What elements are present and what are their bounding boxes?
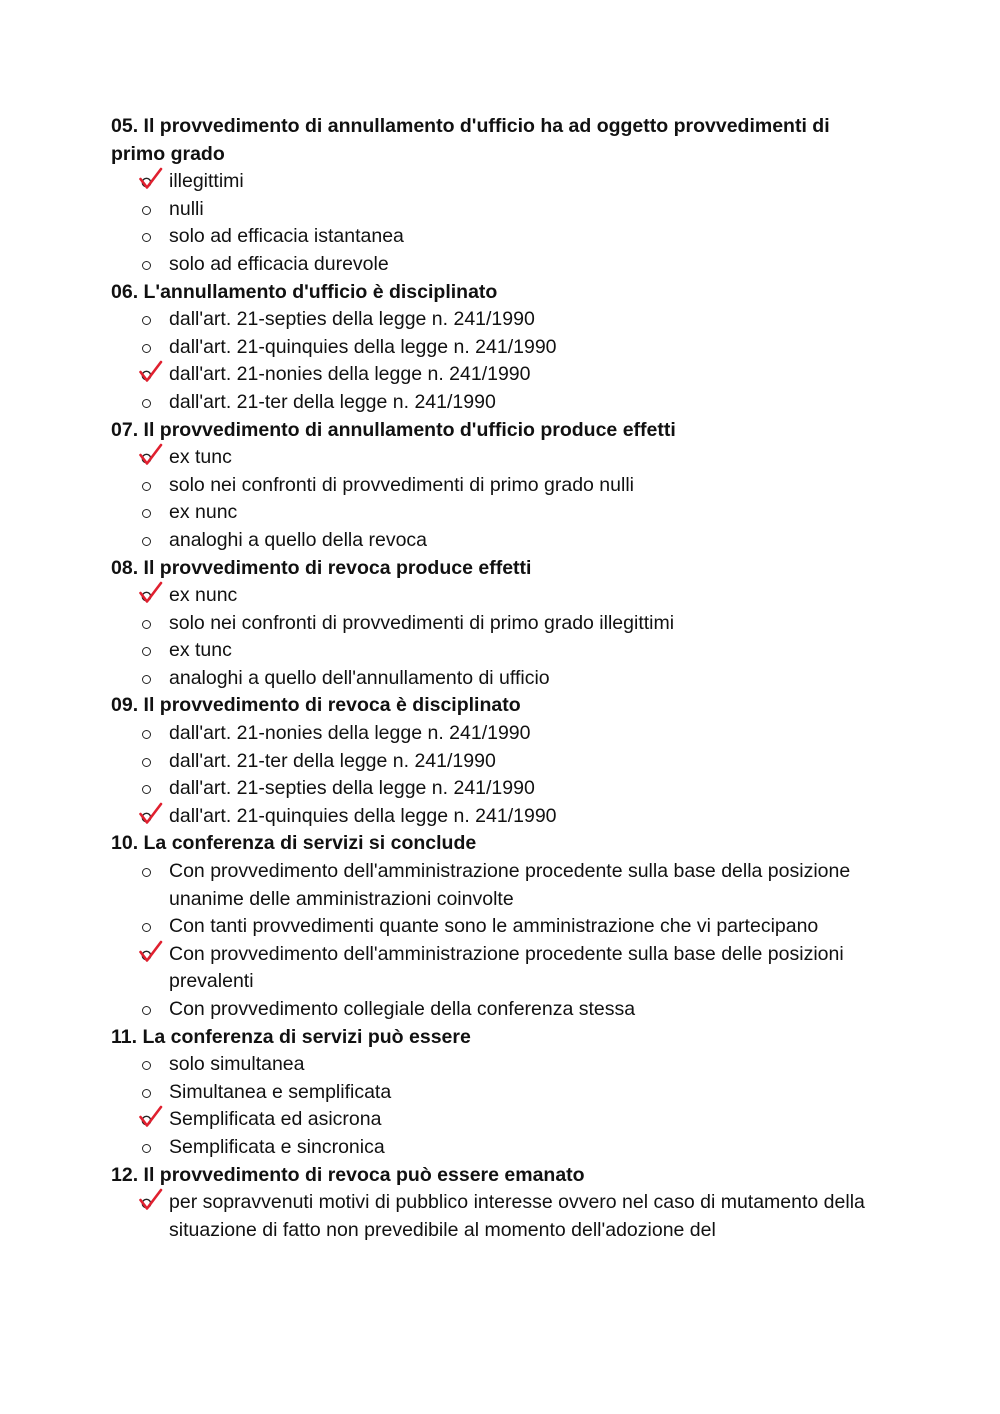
answer-option xyxy=(111,665,881,693)
answer-text: Semplificata e sincronica xyxy=(169,1135,385,1158)
bullet-circle-icon xyxy=(139,748,163,776)
answer-option xyxy=(111,748,881,776)
answer-list xyxy=(111,582,881,692)
answer-option-correct xyxy=(111,444,881,472)
answer-list xyxy=(111,168,881,278)
answer-text: solo ad efficacia istantanea xyxy=(169,225,404,248)
answer-option xyxy=(111,389,881,417)
bullet-circle-icon xyxy=(139,637,163,665)
answer-text: Semplificata ed asicrona xyxy=(169,1108,382,1131)
answer-text: solo ad efficacia durevole xyxy=(169,252,389,275)
bullet-circle-icon xyxy=(139,499,163,527)
checkmark-icon xyxy=(139,941,163,969)
bullet-circle-icon xyxy=(139,858,163,886)
question-title: 09. Il provvedimento di revoca è disciplinato xyxy=(111,694,521,717)
answer-option xyxy=(111,251,881,279)
answer-text: ex tunc xyxy=(169,446,232,469)
checkmark-icon-svg xyxy=(139,800,165,828)
checkmark-icon-svg xyxy=(139,358,165,386)
bullet-circle xyxy=(142,675,151,684)
checkmark-icon-svg xyxy=(139,938,165,966)
answer-option-correct xyxy=(111,582,881,610)
answer-text: ex tunc xyxy=(169,639,232,662)
answer-option xyxy=(111,223,881,251)
checkmark-icon xyxy=(139,803,163,831)
checkmark-icon xyxy=(139,582,163,610)
answer-option-correct xyxy=(111,1106,881,1134)
bullet-circle xyxy=(142,620,151,629)
answer-text: dall'art. 21-ter della legge n. 241/1990 xyxy=(169,749,496,772)
checkmark-icon-svg xyxy=(139,1103,165,1131)
question-title: 07. Il provvedimento di annullamento d'ufficio produce effetti xyxy=(111,418,676,441)
bullet-circle-icon xyxy=(139,913,163,941)
checkmark-icon xyxy=(139,168,163,196)
bullet-circle-icon xyxy=(139,472,163,500)
question-block xyxy=(111,555,881,693)
bullet-circle-icon xyxy=(139,1134,163,1162)
answer-list xyxy=(111,858,881,1024)
answer-text: analoghi a quello dell'annullamento di ufficio xyxy=(169,666,550,689)
question-block xyxy=(111,830,881,1023)
answer-option xyxy=(111,196,881,224)
answer-text: solo nei confronti di provvedimenti di primo grado nulli xyxy=(169,473,634,496)
answer-text: dall'art. 21-quinquies della legge n. 241/1990 xyxy=(169,335,557,358)
bullet-circle-icon xyxy=(139,610,163,638)
answer-option xyxy=(111,472,881,500)
answer-text: Con provvedimento dell'amministrazione procedente sulla base della posizione unanime delle amministrazioni coinvolte xyxy=(169,860,851,910)
answer-option xyxy=(111,499,881,527)
bullet-circle xyxy=(142,233,151,242)
answer-option xyxy=(111,1079,881,1107)
answer-text: solo simultanea xyxy=(169,1053,305,1076)
answer-option-correct xyxy=(111,803,881,831)
answer-text: Simultanea e semplificata xyxy=(169,1080,392,1103)
bullet-circle xyxy=(142,758,151,767)
answer-text: dall'art. 21-ter della legge n. 241/1990 xyxy=(169,390,496,413)
bullet-circle-icon xyxy=(139,527,163,555)
bullet-circle xyxy=(142,206,151,215)
answer-option xyxy=(111,996,881,1024)
answer-list xyxy=(111,1189,881,1244)
question-title: 12. Il provvedimento di revoca può essere emanato xyxy=(111,1163,585,1186)
answer-option-correct xyxy=(111,361,881,389)
answer-list xyxy=(111,1051,881,1161)
answer-list xyxy=(111,306,881,416)
bullet-circle-icon xyxy=(139,720,163,748)
bullet-circle xyxy=(142,1089,151,1098)
bullet-circle-icon xyxy=(139,223,163,251)
quiz-content xyxy=(111,113,881,1244)
bullet-circle-icon xyxy=(139,389,163,417)
checkmark-icon-svg xyxy=(139,441,165,469)
bullet-circle xyxy=(142,316,151,325)
checkmark-icon xyxy=(139,361,163,389)
bullet-circle xyxy=(142,923,151,932)
answer-text: per sopravvenuti motivi di pubblico interesse ovvero nel caso di mutamento della situazione di fatto non prevedibile al momento dell'adozione del xyxy=(169,1191,865,1241)
bullet-circle-icon xyxy=(139,306,163,334)
question-title: 11. La conferenza di servizi può essere xyxy=(111,1025,471,1048)
answer-option-correct xyxy=(111,1189,881,1244)
answer-text: Con tanti provvedimenti quante sono le amministrazione che vi partecipano xyxy=(169,915,819,938)
bullet-circle-icon xyxy=(139,251,163,279)
checkmark-icon-svg xyxy=(139,579,165,607)
answer-option xyxy=(111,334,881,362)
checkmark-icon-svg xyxy=(139,165,165,193)
question-block xyxy=(111,1162,881,1245)
answer-option xyxy=(111,720,881,748)
checkmark-icon xyxy=(139,1106,163,1134)
bullet-circle xyxy=(142,399,151,408)
answer-text: dall'art. 21-quinquies della legge n. 241/1990 xyxy=(169,804,557,827)
bullet-circle-icon xyxy=(139,1079,163,1107)
bullet-circle xyxy=(142,730,151,739)
answer-text: dall'art. 21-septies della legge n. 241/1990 xyxy=(169,308,535,331)
checkmark-icon xyxy=(139,1189,163,1217)
question-title: 06. L'annullamento d'ufficio è disciplinato xyxy=(111,280,498,303)
bullet-circle xyxy=(142,537,151,546)
checkmark-icon-svg xyxy=(139,1186,165,1214)
answer-list xyxy=(111,720,881,830)
bullet-circle-icon xyxy=(139,196,163,224)
question-block xyxy=(111,113,881,279)
answer-text: analoghi a quello della revoca xyxy=(169,528,428,551)
bullet-circle xyxy=(142,344,151,353)
bullet-circle-icon xyxy=(139,996,163,1024)
bullet-circle xyxy=(142,509,151,518)
bullet-circle xyxy=(142,261,151,270)
bullet-circle xyxy=(142,1144,151,1153)
question-title: 05. Il provvedimento di annullamento d'ufficio ha ad oggetto provvedimenti di primo grado xyxy=(111,115,830,165)
bullet-circle-icon xyxy=(139,334,163,362)
question-block xyxy=(111,279,881,417)
checkmark-icon xyxy=(139,444,163,472)
answer-text: Con provvedimento collegiale della conferenza stessa xyxy=(169,998,636,1020)
answer-option xyxy=(111,306,881,334)
bullet-circle xyxy=(142,785,151,794)
answer-option-correct xyxy=(111,168,881,196)
answer-option xyxy=(111,1051,881,1079)
question-block xyxy=(111,417,881,555)
answer-list xyxy=(111,444,881,554)
answer-option xyxy=(111,637,881,665)
bullet-circle-icon xyxy=(139,1051,163,1079)
answer-option-correct xyxy=(111,941,881,996)
answer-option xyxy=(111,1134,881,1162)
answer-text: ex nunc xyxy=(169,501,238,524)
bullet-circle xyxy=(142,868,151,877)
answer-text: Con provvedimento dell'amministrazione procedente sulla base delle posizioni prevalenti xyxy=(169,942,844,993)
answer-text: nulli xyxy=(169,197,204,220)
answer-text: illegittimi xyxy=(169,170,244,193)
bullet-circle xyxy=(142,1006,151,1015)
question-block xyxy=(111,1024,881,1162)
bullet-circle xyxy=(142,647,151,656)
answer-option xyxy=(111,527,881,555)
answer-option xyxy=(111,858,881,913)
question-title: 08. Il provvedimento di revoca produce effetti xyxy=(111,556,532,579)
bullet-circle xyxy=(142,482,151,491)
bullet-circle xyxy=(142,1061,151,1070)
answer-option xyxy=(111,610,881,638)
answer-option xyxy=(111,775,881,803)
bullet-circle-icon xyxy=(139,775,163,803)
answer-text: dall'art. 21-nonies della legge n. 241/1990 xyxy=(169,722,531,745)
answer-option xyxy=(111,913,881,941)
answer-text: ex nunc xyxy=(169,584,238,607)
answer-text: solo nei confronti di provvedimenti di primo grado illegittimi xyxy=(169,611,675,634)
bullet-circle-icon xyxy=(139,665,163,693)
question-block xyxy=(111,692,881,830)
answer-text: dall'art. 21-nonies della legge n. 241/1990 xyxy=(169,363,531,386)
answer-text: dall'art. 21-septies della legge n. 241/1990 xyxy=(169,777,535,800)
question-title: 10. La conferenza di servizi si conclude xyxy=(111,832,477,855)
